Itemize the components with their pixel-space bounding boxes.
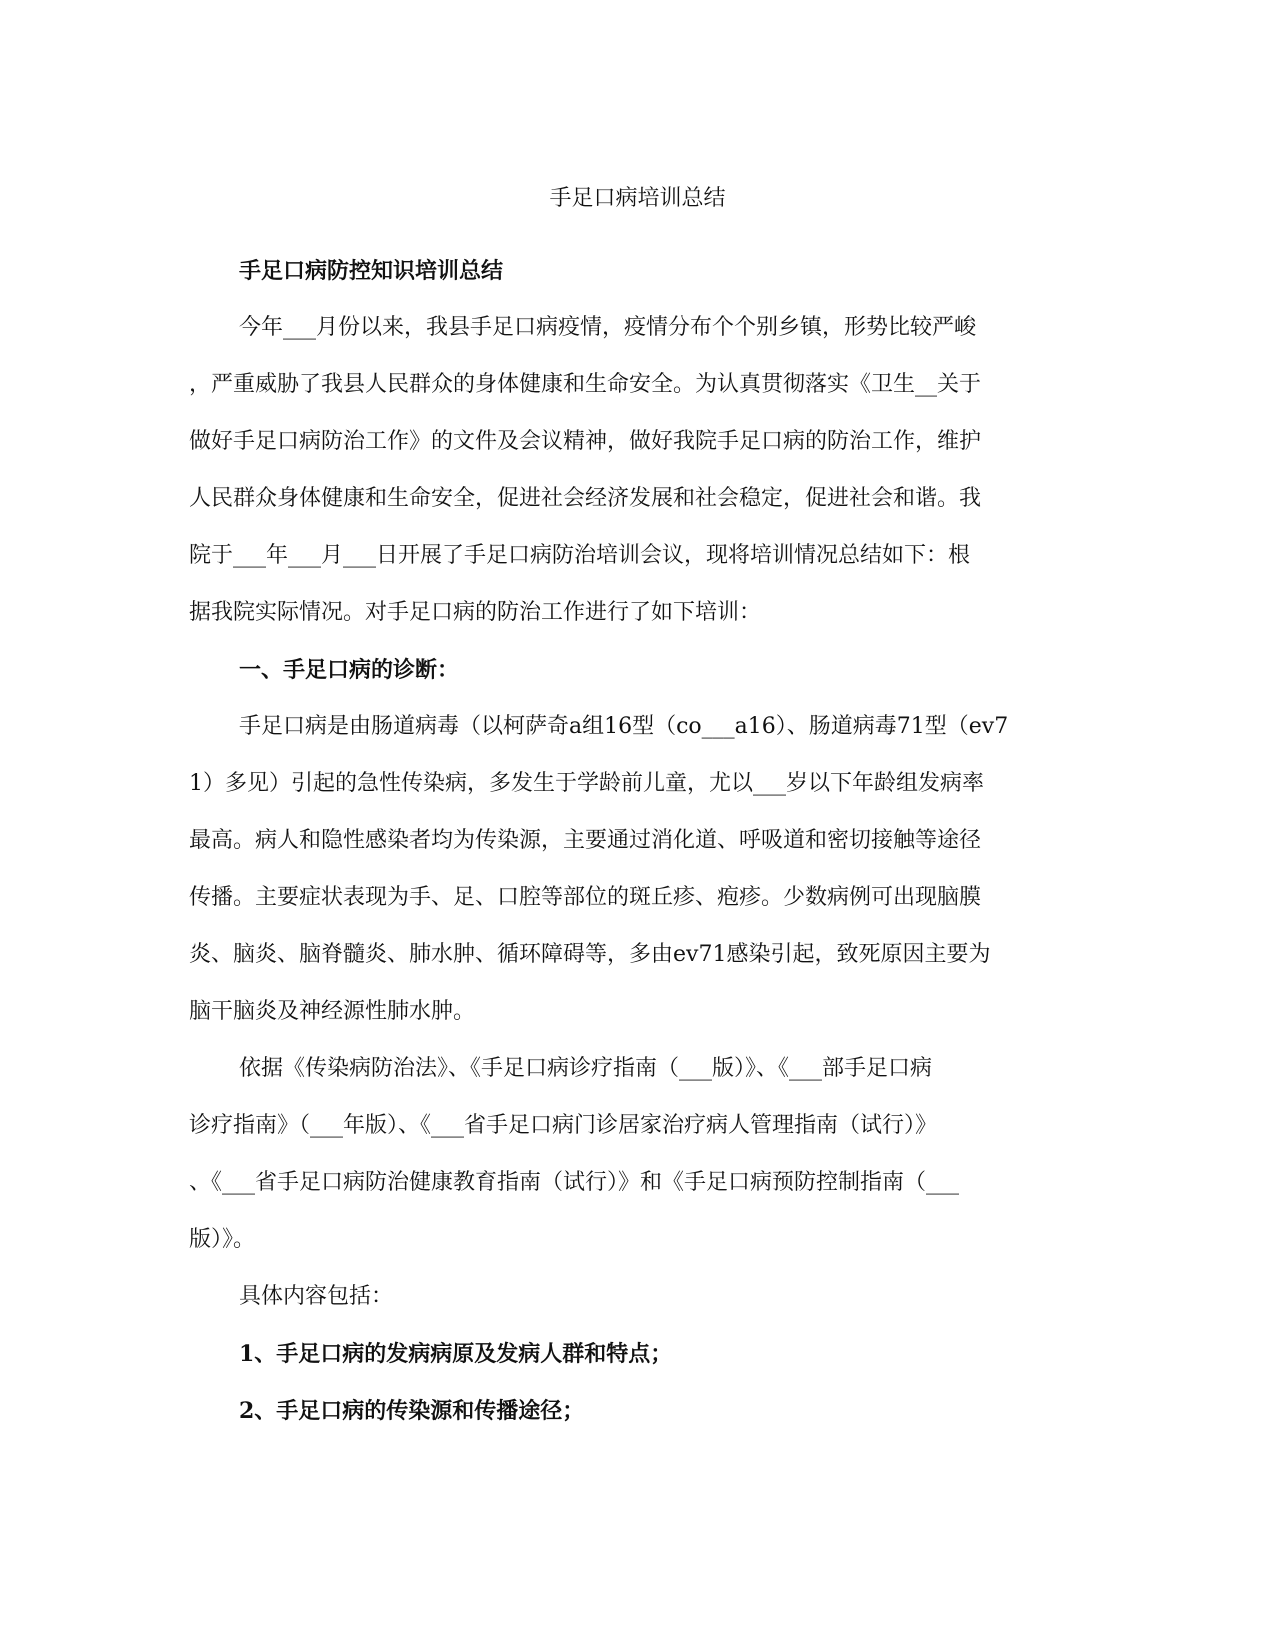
document-title: 手足口病培训总结	[549, 186, 726, 211]
section-heading: 一、手足口病的诊断：	[239, 657, 460, 683]
paragraph-line: 院于___年___月___日开展了手足口病防治培训会议，现将培训情况总结如下：根	[189, 543, 971, 568]
list-item: 1、手足口病的发病病原及发病人群和特点；	[239, 1341, 673, 1367]
paragraph-line: 1）多见）引起的急性传染病，多发生于学龄前儿童，尤以___岁以下年龄组发病率	[189, 771, 984, 796]
paragraph-line: 依据《传染病防治法》、《手足口病诊疗指南（___版）》、《___部手足口病	[239, 1056, 933, 1081]
paragraph-line: 今年___月份以来，我县手足口病疫情，疫情分布个个别乡镇，形势比较严峻	[239, 315, 977, 340]
paragraph-line: 手足口病是由肠道病毒（以柯萨奇a组16型（co___a16）、肠道病毒71型（ev7	[239, 714, 1009, 739]
paragraph-line: ，严重威胁了我县人民群众的身体健康和生命安全。为认真贯彻落实《卫生__关于	[189, 372, 982, 397]
section-heading: 手足口病防控知识培训总结	[239, 258, 504, 284]
paragraph-line: 诊疗指南》（___年版）、《___省手足口病门诊居家治疗病人管理指南（试行）》	[189, 1113, 938, 1138]
paragraph-line: 炎、脑炎、脑脊髓炎、肺水肿、循环障碍等，多由ev71感染引起，致死原因主要为	[189, 942, 991, 967]
paragraph-line: 据我院实际情况。对手足口病的防治工作进行了如下培训：	[189, 600, 762, 625]
paragraph-line: 脑干脑炎及神经源性肺水肿。	[189, 999, 476, 1024]
paragraph-line: 人民群众身体健康和生命安全，促进社会经济发展和社会稳定，促进社会和谐。我	[189, 486, 982, 511]
paragraph-line: 版）》。	[189, 1227, 256, 1252]
paragraph-line: 做好手足口病防治工作》的文件及会议精神，做好我院手足口病的防治工作，维护	[189, 429, 982, 454]
paragraph-line: 传播。主要症状表现为手、足、口腔等部位的斑丘疹、疱疹。少数病例可出现脑膜	[189, 885, 982, 910]
paragraph-line: 具体内容包括：	[239, 1284, 394, 1309]
paragraph-line: 最高。病人和隐性感染者均为传染源，主要通过消化道、呼吸道和密切接触等途径	[189, 828, 982, 853]
list-item: 2、手足口病的传染源和传播途径；	[239, 1398, 585, 1424]
paragraph-line: 、《___省手足口病防治健康教育指南（试行）》和《手足口病预防控制指南（___	[189, 1170, 960, 1195]
